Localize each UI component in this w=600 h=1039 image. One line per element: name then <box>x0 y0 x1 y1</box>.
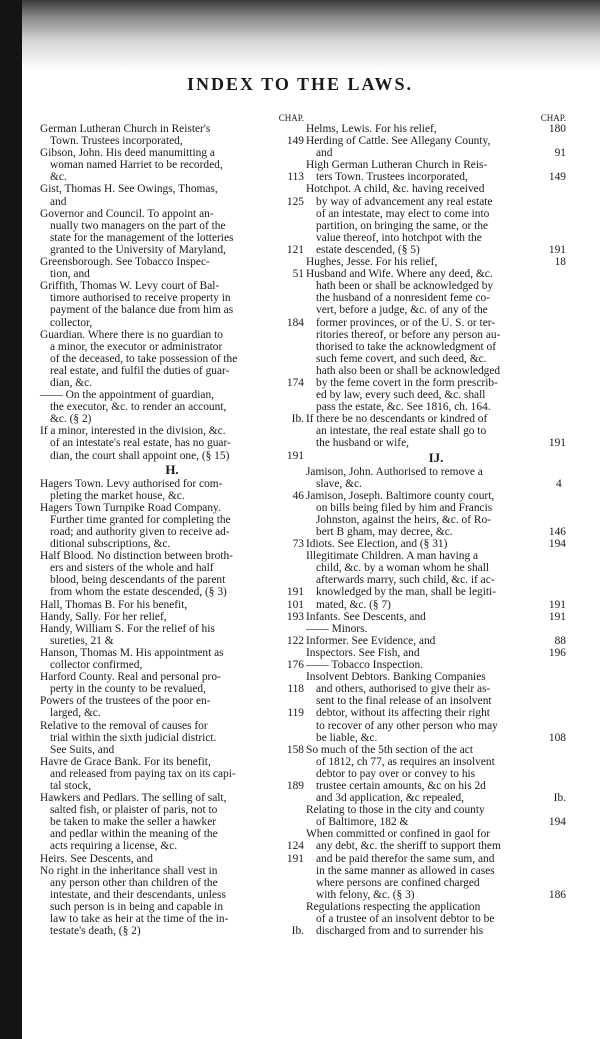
scan-top-edge <box>0 0 600 70</box>
entry-text: Powers of the trustees of the poor en- larged, &c. <box>40 695 211 720</box>
index-entry <box>306 256 566 268</box>
entry-chapter: 73 <box>292 538 304 551</box>
index-entry <box>40 611 304 623</box>
entry-chapter: 46 <box>292 489 304 502</box>
entry-text: Half Blood. No distinction between broth- ers and sisters of the whole and half blood, being descendants of the parent from whom the estate descended, (§ 3) <box>40 550 233 599</box>
entry-chapter: 18 <box>554 256 566 269</box>
index-entry <box>306 659 566 671</box>
entry-chapter: 88 <box>554 634 566 647</box>
entry-text: Governor and Council. To appoint an- nually two managers on the part of the state for the management of the lotteries granted to the University of Maryland, <box>40 207 234 256</box>
entry-chapter: 158 <box>286 743 304 756</box>
index-entry <box>306 123 566 135</box>
entry-text: Husband and Wife. Where any deed, &c. hath been or shall be acknowledged by the husband of a nonresident feme co- vert, before a judge, &c. of any of the former provinces, or of the U. S. or ter- ritories thereof, or before any person au- thorised to take the acknowledgment of such feme covert, and such deed, &c. hath also been or shall be acknowledged by the feme covert in the form prescrib- ed by law, every such deed, &c. shall pass the estate, &c. See 1816, ch. 164. <box>306 268 501 414</box>
entry-chapter: 149 <box>286 135 304 148</box>
index-entry <box>40 599 304 611</box>
index-entry <box>306 611 566 623</box>
entry-text: —— Minors. <box>306 622 368 635</box>
left-entries <box>40 123 304 937</box>
entry-text: Handy, Sally. For her relief, <box>40 610 167 623</box>
index-entry <box>40 208 304 256</box>
entry-text: Hotchpot. A child, &c. having received by way of advancement any real estate of an intestate, may elect to come into partition, on bringing the same, or the value thereof, into hotchpot with the estate descended, (§ 5) <box>306 183 493 256</box>
entry-text: Informer. See Evidence, and <box>306 634 436 647</box>
entry-text: Jamison, Joseph. Baltimore county court, on bills being filed by him and Francis Johnston, against the heirs, &c. of Ro- bert B gham, may decree, &c. <box>306 489 495 538</box>
entry-text: —— On the appointment of guardian, the executor, &c. to render an account, &c. (§ 2) <box>40 389 227 426</box>
entry-text: Illegitimate Children. A man having a child, &c. by a woman whom he shall afterwards marry, such child, &c. if ac- knowledged by the man, shall be legiti- mated, &c. (§ 7) <box>306 550 496 611</box>
entry-text: Harford County. Real and personal pro- perty in the county to be revalued, <box>40 671 221 696</box>
entry-chapter: 125 <box>286 195 304 208</box>
index-entry <box>306 828 566 901</box>
index-entry: Jamison, John. Authorised to remove a slave, &c. 4 <box>306 465 562 490</box>
section-heading: H. <box>165 461 179 477</box>
index-entry <box>40 389 304 425</box>
entry-text: Gist, Thomas H. See Owings, Thomas, and <box>40 183 218 208</box>
page-title: INDEX TO THE LAWS. <box>186 74 414 94</box>
entry-text: Heirs. See Descents, and <box>40 852 153 865</box>
entry-text: If there be no descendants or kindred of an intestate, the real estate shall go to the husband or wife, <box>306 413 488 450</box>
index-entry <box>40 425 304 461</box>
entry-text: Infants. See Descents, and <box>306 610 426 623</box>
entry-chapter: 51 <box>292 268 304 281</box>
entry-chapter: 121 <box>286 243 304 256</box>
index-entry <box>40 329 304 389</box>
chap-label: CHAP. <box>540 113 566 123</box>
entry-text: Hughes, Jesse. For his relief, <box>306 256 438 269</box>
entry-chapter: 191 <box>548 243 566 256</box>
index-entry <box>40 671 304 695</box>
entry-chapter: 119 <box>287 707 304 720</box>
index-entry <box>40 792 304 852</box>
entry-text: If a minor, interested in the division, &c. of an intestate's real estate, has no guar- dian, the court shall appoint one, (§ 15) <box>40 425 231 462</box>
entry-chapter: 113 <box>287 171 304 184</box>
entry-text: Greensborough. See Tobacco Inspec- tion, and <box>40 256 210 281</box>
entry-chapter: 186 <box>548 888 566 901</box>
index-entry <box>306 744 566 804</box>
index-entry <box>306 183 566 256</box>
index-entry <box>40 623 304 647</box>
index-entry <box>306 490 566 538</box>
entry-text: Helms, Lewis. For his relief, <box>306 123 437 135</box>
entry-text: —— Tobacco Inspection. <box>306 659 423 672</box>
index-entry <box>40 123 304 147</box>
entry-text: Griffith, Thomas W. Levy court of Bal- timore authorised to receive property in payment of the balance due from him as collector, <box>40 280 234 329</box>
entry-text: Regulations respecting the application of a trustee of an insolvent debtor to be discharged from and to surrender his <box>306 900 495 938</box>
entry-text: Jamison, John. Authorised to remove a slave, &c. <box>306 465 483 490</box>
scan-left-edge <box>0 0 22 1039</box>
index-entry <box>306 268 566 413</box>
entry-text: Relative to the removal of causes for trial within the sixth judicial district. See Suits, and <box>40 719 217 756</box>
entry-chapter: 184 <box>286 316 304 329</box>
entry-text: Guardian. Where there is no guardian to a minor, the executor or administrator of the deceased, to take possession of the real estate, and fulfil the duties of guar- dian, &c. <box>40 328 238 389</box>
entry-chapter: 193 <box>286 610 304 623</box>
entry-text: Herding of Cattle. See Allegany County, and <box>306 135 491 160</box>
index-entry <box>306 804 566 828</box>
entry-chapter: 118 <box>287 683 304 696</box>
entry-chapter: 196 <box>548 646 566 659</box>
index-entry <box>40 280 304 328</box>
index-entry <box>306 159 566 183</box>
index-entry <box>40 865 304 938</box>
entry-chapter: 108 <box>548 731 566 744</box>
entry-text: High German Lutheran Church in Reis- ters Town. Trustees incorporated, <box>306 159 488 184</box>
index-entry <box>40 853 304 865</box>
index-entry <box>40 147 304 183</box>
entry-chapter: 191 <box>286 449 304 462</box>
index-entry <box>306 635 566 647</box>
entry-chapter: 149 <box>548 171 566 184</box>
index-entry <box>40 550 304 598</box>
entry-text: Hagers Town Turnpike Road Company. Further time granted for completing the road; and authority given to receive ad- ditional subscriptions, &c. <box>40 501 231 551</box>
entry-text: Inspectors. See Fish, and <box>306 646 420 659</box>
index-entry <box>40 695 304 719</box>
entry-text: Hagers Town. Levy authorised for com- pleting the market house, &c. <box>40 477 223 502</box>
entry-chapter: Ib. <box>553 792 566 805</box>
index-entry <box>40 756 304 792</box>
index-entry <box>40 720 304 756</box>
entry-chapter: 191 <box>548 610 566 623</box>
entry-text: Havre de Grace Bank. For its benefit, and released from paying tax on its capi- tal stock, <box>40 755 236 792</box>
entry-chapter: 194 <box>548 538 566 551</box>
entry-text: German Lutheran Church in Reister's Town. Trustees incorporated, <box>40 123 211 148</box>
entry-chapter: Ib. <box>291 925 304 938</box>
entry-text: When committed or confined in gaol for any debt, &c. the sheriff to support them and be paid therefor the same sum, and in the same manner as allowed in cases where persons are confined charged with felony, &c. (§ 3) <box>306 828 501 901</box>
entry-text: So much of the 5th section of the act of 1812, ch 77, as requires an insolvent debtor to pay over or convey to his trustee certain amounts, &c on his 2d and 3d application, &c repealed, <box>306 743 495 805</box>
entry-text: No right in the inheritance shall vest in any person other than children of the intestate, and their descendants, unless such person is in being and capable in law to take as heir at the time of the in- testate's death, (§ 2) <box>40 864 229 938</box>
entry-text: Hanson, Thomas M. His appointment as collector confirmed, <box>40 646 224 672</box>
entry-chapter: 101 <box>286 598 304 611</box>
index-entry <box>306 623 566 635</box>
entry-chapter: 91 <box>554 147 566 160</box>
right-entries <box>306 123 566 937</box>
entry-text: Hall, Thomas B. For his benefit, <box>40 598 188 611</box>
entry-chapter: 189 <box>286 779 304 792</box>
index-entry <box>306 647 566 659</box>
index-entry <box>40 478 304 502</box>
entry-chapter: 180 <box>548 123 566 135</box>
entry-text: Gibson, John. His deed manumitting a woman named Harriet to be recorded, &c. <box>40 147 223 184</box>
index-entry <box>306 413 566 449</box>
right-column <box>306 112 566 937</box>
entry-text: Handy, William S. For the relief of his sureties, 21 & <box>40 622 215 647</box>
entry-text: Insolvent Debtors. Banking Companies and others, authorised to give their as- sent to the final release of an insolvent debtor, without its affecting their right to recover of any other person who may be liable, &c. <box>306 671 498 744</box>
entry-chapter: 124 <box>286 840 304 853</box>
entry-chapter: 122 <box>286 634 304 647</box>
entry-chapter: 146 <box>548 526 566 538</box>
entry-chapter: Ib. <box>291 413 304 426</box>
entry-chapter: 176 <box>286 659 304 672</box>
index-entry <box>40 502 304 550</box>
entry-chapter: 191 <box>548 437 566 450</box>
entry-text: Relating to those in the city and county of Baltimore, 182 & <box>306 804 485 829</box>
entry-text: Hawkers and Pedlars. The selling of salt, salted fish, or plaister of paris, not to be taken to make the seller a hawker and pedlar within the meaning of the acts requiring a license, &c. <box>40 792 227 853</box>
left-column <box>40 112 304 937</box>
entry-chapter: 191 <box>286 586 304 599</box>
section-heading: IJ. <box>428 449 444 465</box>
entry-chapter: 194 <box>548 816 566 829</box>
index-entry <box>306 135 566 159</box>
entry-chapter: 174 <box>286 376 304 389</box>
entry-chapter: 191 <box>548 598 566 611</box>
entry-text: Idiots. See Election, and (§ 31) <box>306 538 448 551</box>
chap-label: CHAP. <box>278 113 304 123</box>
index-entry <box>40 256 304 280</box>
index-entry <box>40 183 304 207</box>
index-entry <box>306 538 566 550</box>
index-entry <box>306 901 566 937</box>
entry-chapter: 191 <box>286 852 304 865</box>
index-entry <box>40 647 304 671</box>
index-entry <box>306 671 566 744</box>
index-entry <box>306 550 566 610</box>
